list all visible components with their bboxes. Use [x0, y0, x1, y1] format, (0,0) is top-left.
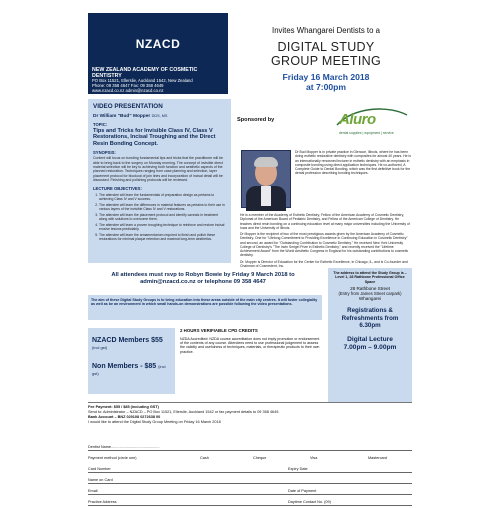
member-fee	[92, 337, 171, 351]
cpd-info	[180, 328, 323, 354]
presenter-line	[93, 114, 226, 119]
member-fee-label: NZACD Members $55	[92, 337, 163, 344]
nzacd-brand-block	[88, 13, 228, 94]
name-on-card-row[interactable]	[88, 475, 412, 484]
synopsis-label: SYNOPSIS:	[93, 150, 116, 156]
meeting-time: at 7:00pm	[305, 82, 347, 93]
meeting-datetime	[237, 72, 415, 93]
card-row[interactable]	[88, 464, 412, 473]
dentist-name-field[interactable]: Dentist Name..............................................	[88, 445, 160, 449]
venue-panel	[328, 268, 412, 403]
meeting-title	[237, 40, 415, 69]
sponsor-name: Aluro	[339, 111, 376, 128]
card-number-field[interactable]: Card Number	[88, 467, 111, 471]
email-row[interactable]	[88, 486, 412, 495]
option-visa[interactable]: Visa	[310, 456, 318, 460]
option-cash[interactable]: Cash	[200, 456, 209, 460]
attend-line: I would like to attend the Digital Study Group Meeting on Friday 16 March 2018	[88, 419, 221, 424]
sponsor-tagline: dental supplies | equipment | service	[339, 131, 394, 135]
org-address: PO Box 11521, Ellerslie, Auckland 1542, New Zealand	[92, 78, 193, 84]
org-phone: Phone: 09 358 4647 Fax: 09 358 4649	[92, 82, 164, 88]
org-name: NEW ZEALAND ACADEMY OF COSMETIC DENTISTRY	[92, 67, 198, 80]
rsvp-line1: All attendees must rsvp to Robyn Bowie by Friday 9 March 2018 to	[111, 272, 295, 278]
bio-paragraph: Dr. Mopper is Director of Education for the Center for Esthetic Excellence, in Chicago, IL, and is Co-founder and Chairman of Cosmedent, Inc.	[240, 259, 408, 268]
topic-text: Tips and Tricks for Invisible Class IV, Class V Restorations, Incisal Troughing and the Direct Resin Bonding Concept.	[93, 128, 216, 147]
meeting-date: Friday 16 March 2018	[282, 72, 370, 82]
lecture-label: Digital Lecture	[347, 335, 393, 343]
cpd-text: NZDA Accredited: NZDA course accreditation does not imply promotion or endorsement of the contents of any course. Attendees need to use professional judgement to assess the validity and usefulness of techniques, materials, or therapeutic products to their own practice.	[180, 336, 320, 354]
bio-intro: Dr Bud Mopper is in private practice in Glencoe, Illinois, where he has been doing esthetic restorative dentistry with composites for almost 40 years. He is an internationally renowned lecturer in esthetic dentistry with an emphasis in composite bonding using direct application techniques. He co-authored, A Complete Guide to Dental Bonding, which was the first definitive book for the dental profession describing bonding techniques.	[295, 150, 411, 176]
objectives-label: LECTURE OBJECTIVES:	[93, 185, 142, 191]
objective-item: 3. The attendee will learn the placement protocol and identify caveats in treatment along with solutions to overcome them.	[99, 213, 226, 222]
name-on-card-field[interactable]: Name on Card	[88, 478, 113, 482]
practice-address-row[interactable]	[88, 497, 412, 506]
org-web: www.nzacd.co.nz admin@nzacd.co.nz	[92, 87, 164, 93]
aluro-logo	[333, 107, 411, 147]
video-presentation-panel	[88, 99, 231, 263]
venue-street: 28 Rathbone Street	[350, 286, 390, 292]
member-fee-note: (incl gst)	[92, 345, 108, 350]
cpd-heading: 2 HOURS VERIFIABLE CPD CREDITS	[180, 328, 258, 333]
expiry-date-field[interactable]: Expiry Date	[288, 467, 308, 471]
send-to-line: Send to: Administrator – NZACD – PO Box 11521, Ellerslie, Auckland 1542 or fax payment details to 09 358 4649.	[88, 409, 280, 414]
bank-account-line: Bank Account – BNZ 020108 0272638 00	[88, 414, 161, 419]
objective-item: 5. The attendee will learn the armamentarium required to finish and polish these restorations for minimal plaque retention and maximal long-term aesthetics.	[99, 233, 226, 242]
sponsored-by-label: Sponsored by	[237, 117, 275, 123]
venue-entry: (Entry from James Street carpark)	[338, 291, 402, 297]
registration-time: Registrations & Refreshments from 6.30pm	[341, 307, 399, 330]
objective-item: 4. The attendee will learn a proven troughing technique to reinforce and restore incisal erosive lesions predictably.	[99, 223, 226, 232]
bio-details	[240, 213, 411, 270]
rsvp-line2: admin@nzacd.co.nz or telephone 09 358 4647	[140, 279, 266, 286]
lecture-time: 7.00pm – 9.00pm	[343, 343, 397, 351]
bio-paragraph: He is a member of the Academy of Esthetic Dentistry, Fellow of the American Academy of Cosmetic Dentistry, Diplomat of the American Board of Pediatric Dentistry, and Fellow of the American College of Dentistry. He teaches direct resin bonding on a continuing education level at many major universities including the University of Iowa and the University of Illinois.	[240, 213, 410, 230]
non-member-fee-note: (incl gst)	[92, 364, 166, 376]
lecture-info	[331, 336, 409, 352]
daytime-contact-field[interactable]: Daytime Contact No. (09)	[288, 500, 331, 504]
non-member-fee	[92, 363, 171, 377]
email-field[interactable]: Email	[88, 489, 98, 493]
synopsis-text: Content will focus on bonding fundamental tips and tricks that the practitioner will be able to bring back to the surgery on Monday morning. The concept of invisible direct material selection will be key to achieving both function and aesthetic aspects of the planned restoration. Techniques ranging from case planning and selection, layer placement protocol for blockout of join lines and incorporation of incisal detail will be discussed. Finishing and polishing protocols will be reviewed.	[93, 156, 223, 183]
presenter-credentials: DDS, MS	[151, 114, 168, 118]
nzacd-logo: NZACD	[135, 37, 181, 51]
venue-intro: The address to attend the Study Group is – Level 1, 28 Rathbone Professional Office Space	[333, 271, 407, 284]
objective-item: 2. The attendee will learn the differences in material features as pertains to their use in various layers of the invisible Class IV and V restorations.	[99, 203, 226, 212]
invite-line: Invites Whangarei Dentists to a	[272, 26, 380, 35]
presenter-photo	[241, 150, 291, 208]
fee-payment-line: Fee Payment: $55 / $85 (including GST)	[88, 405, 159, 409]
payment-info	[88, 405, 412, 425]
meeting-title-line1: DIGITAL STUDY	[277, 40, 375, 54]
non-member-fee-label: Non Members - $85	[92, 363, 157, 370]
section-divider	[88, 402, 412, 403]
bio-paragraph: Dr Mopper is the recipient of two of the most prestigious awards given by the American Academy of Cosmetic Dentistry. One for "Lifelong Commitment to Providing Excellence in Continuing Education in Cosmetic Dentistry" and second, an award for "Outstanding Contribution to Cosmetic Dentistry." He received New York University College of Dentistry's "The Irwin Smigel Prize in Esthetic Dentistry," and recently received the "Lifetime Achievement Award" from the World Aesthetic Congress in England for his outstanding contributions to cosmetic dentistry.	[240, 232, 409, 258]
payment-method-row	[88, 453, 412, 462]
dentist-name-row[interactable]	[88, 442, 412, 451]
fees-panel	[88, 328, 175, 394]
practice-address-field[interactable]: Practice Address	[88, 500, 117, 504]
option-mastercard[interactable]: Mastercard	[368, 456, 387, 460]
topic-label: TOPIC:	[93, 122, 108, 127]
rsvp-notice	[88, 272, 318, 286]
payment-method-label: Payment method (circle one)	[88, 456, 137, 460]
presenter-name: Dr William "Bud" Mopper	[93, 114, 151, 119]
date-of-payment-field[interactable]: Date of Payment	[288, 489, 317, 493]
flyer-page	[85, 10, 415, 504]
option-cheque[interactable]: Cheque	[253, 456, 267, 460]
video-heading: VIDEO PRESENTATION	[93, 103, 163, 110]
meeting-title-line2: GROUP MEETING	[271, 54, 381, 69]
aim-statement: The aim of these Digital Study Groups is to bring education into these areas outside of the main city centres. It will foster collegiality as well as be an environment in which small hands-on demonstrations are possible following the video presentations.	[88, 295, 322, 320]
objectives-list	[93, 193, 226, 242]
objective-item: 1. The attendee will learn the fundamentals of preparation design as pertains to achieving Class IV and V success.	[99, 193, 226, 202]
venue-city: Whangarei	[358, 296, 382, 302]
payment-form	[88, 442, 412, 508]
